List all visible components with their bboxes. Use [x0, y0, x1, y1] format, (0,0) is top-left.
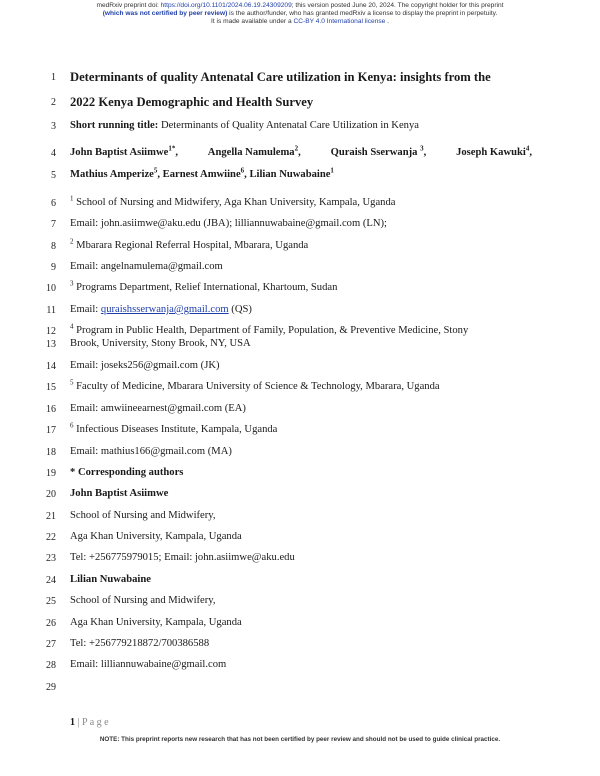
line-number: 12: [46, 326, 56, 337]
line-number: 26: [46, 618, 56, 629]
affiliation-5: $^5$ Faculty of Medicine, Mbarara University of Science & Technology, Mbarara, Uganda: [70, 378, 440, 392]
line-number: 4: [51, 148, 56, 159]
header-line-3: It is made available under a CC-BY 4.0 International license .: [210, 18, 390, 25]
address-line: Aga Khan University, Kampala, Uganda: [70, 531, 242, 542]
corresponding-heading: * Corresponding authors: [70, 467, 184, 478]
email-line: Email: mathius166@gmail.com (MA): [70, 446, 232, 457]
author-list-line-1: [70, 144, 532, 158]
line-number: 19: [46, 468, 56, 479]
line-number: 2: [51, 97, 56, 108]
line-number: 18: [46, 447, 56, 458]
line-number: 17: [46, 425, 56, 436]
line-number: 15: [46, 382, 56, 393]
line-number: 29: [46, 682, 56, 693]
line-number: 9: [51, 262, 56, 273]
line-number: 23: [46, 553, 56, 564]
line-number: 14: [46, 361, 56, 372]
email-line: Email: amwiineearnest@gmail.com (EA): [70, 403, 246, 414]
line-number: 27: [46, 639, 56, 650]
author: Joseph Kawuki$^4$,: [456, 144, 532, 158]
address-line: Aga Khan University, Kampala, Uganda: [70, 617, 242, 628]
page-footer: 1 | P a g e: [70, 717, 109, 728]
paper-title-line-2: 2022 Kenya Demographic and Health Survey: [70, 95, 314, 109]
line-number: 13: [46, 339, 56, 350]
author: Mathius Amperize$^5$,: [70, 166, 161, 180]
affiliation-4: $^4$ Program in Public Health, Department of Family, Population, & Preventive Medicine, Stony: [70, 322, 469, 336]
address-line: School of Nursing and Midwifery,: [70, 510, 216, 521]
line-number: 11: [46, 305, 56, 316]
affiliation-3: $^3$ Programs Department, Relief International, Khartoum, Sudan: [70, 279, 338, 293]
email-line: Email: angelnamulema@gmail.com: [70, 261, 223, 272]
header-line-1: medRxiv preprint doi: https://doi.org/10.1101/2024.06.19.24309209; this version posted June 20, 2024. The copyright holder for this preprint: [96, 2, 504, 9]
affiliation-1: $^1$ School of Nursing and Midwifery, Aga Khan University, Kampala, Uganda: [70, 194, 396, 208]
line-number: 20: [46, 489, 56, 500]
address-line: School of Nursing and Midwifery,: [70, 595, 216, 606]
header-line-2: (which was not certified by peer review) is the author/funder, who has granted medRxiv a license to display the preprint in perpetuity.: [102, 10, 498, 17]
contact-line: Tel: +256775979015; Email: john.asiimwe@aku.edu: [70, 552, 295, 563]
email-line: Email: john.asiimwe@aku.edu (JBA); lilliannuwabaine@gmail.com (LN);: [70, 218, 387, 229]
email-link[interactable]: quraishsserwanja@gmail.com: [100, 304, 229, 315]
line-number: 1: [51, 72, 56, 83]
license-link[interactable]: CC-BY 4.0 International license: [293, 18, 386, 25]
line-number: 24: [46, 575, 56, 586]
corresponding-author-name: John Baptist Asiimwe: [70, 488, 169, 499]
preprint-note: NOTE: This preprint reports new research that has not been certified by peer review and should not be used to guide clinical practice.: [99, 736, 501, 743]
line-number: 8: [51, 241, 56, 252]
doi-link[interactable]: https://doi.org/10.1101/2024.06.19.24309209: [160, 2, 292, 9]
running-title: Short running title: Determinants of Quality Antenatal Care Utilization in Kenya: [70, 120, 419, 131]
line-number: 21: [46, 511, 56, 522]
affiliation-2: $^2$ Mbarara Regional Referral Hospital, Mbarara, Uganda: [70, 237, 309, 251]
email-line: Email: quraishsserwanja@gmail.com (QS): [70, 304, 252, 315]
author: Lilian Nuwabaine$^1$: [249, 166, 334, 180]
author: Quraish Sserwanja $^3$,: [330, 144, 427, 158]
line-number: 10: [46, 283, 56, 294]
line-number: 3: [51, 121, 56, 132]
corresponding-author-name: Lilian Nuwabaine: [70, 574, 151, 585]
email-line: Email: joseks256@gmail.com (JK): [70, 360, 220, 371]
author: John Baptist Asiimwe$^{1*}$,: [70, 144, 178, 158]
affiliation-6: $^6$ Infectious Diseases Institute, Kampala, Uganda: [70, 421, 278, 435]
preprint-header: [0, 2, 600, 26]
line-number: 6: [51, 198, 56, 209]
author-list-line-2: [70, 166, 532, 180]
contact-line: Tel: +256779218872/700386588: [70, 638, 210, 649]
line-number: 5: [51, 170, 56, 181]
line-number: 16: [46, 404, 56, 415]
line-number: 7: [51, 219, 56, 230]
author: Earnest Amwiine$^6$,: [162, 166, 247, 180]
paper-title-line-1: Determinants of quality Antenatal Care utilization in Kenya: insights from the: [70, 70, 491, 84]
line-number: 28: [46, 660, 56, 671]
line-number: 22: [46, 532, 56, 543]
author: Angella Namulema$^2$,: [207, 144, 301, 158]
affiliation-4-cont: Brook, University, Stony Brook, NY, USA: [70, 338, 251, 349]
line-number: 25: [46, 596, 56, 607]
email-line: Email: lilliannuwabaine@gmail.com: [70, 659, 227, 670]
page-number: 1: [70, 717, 75, 728]
